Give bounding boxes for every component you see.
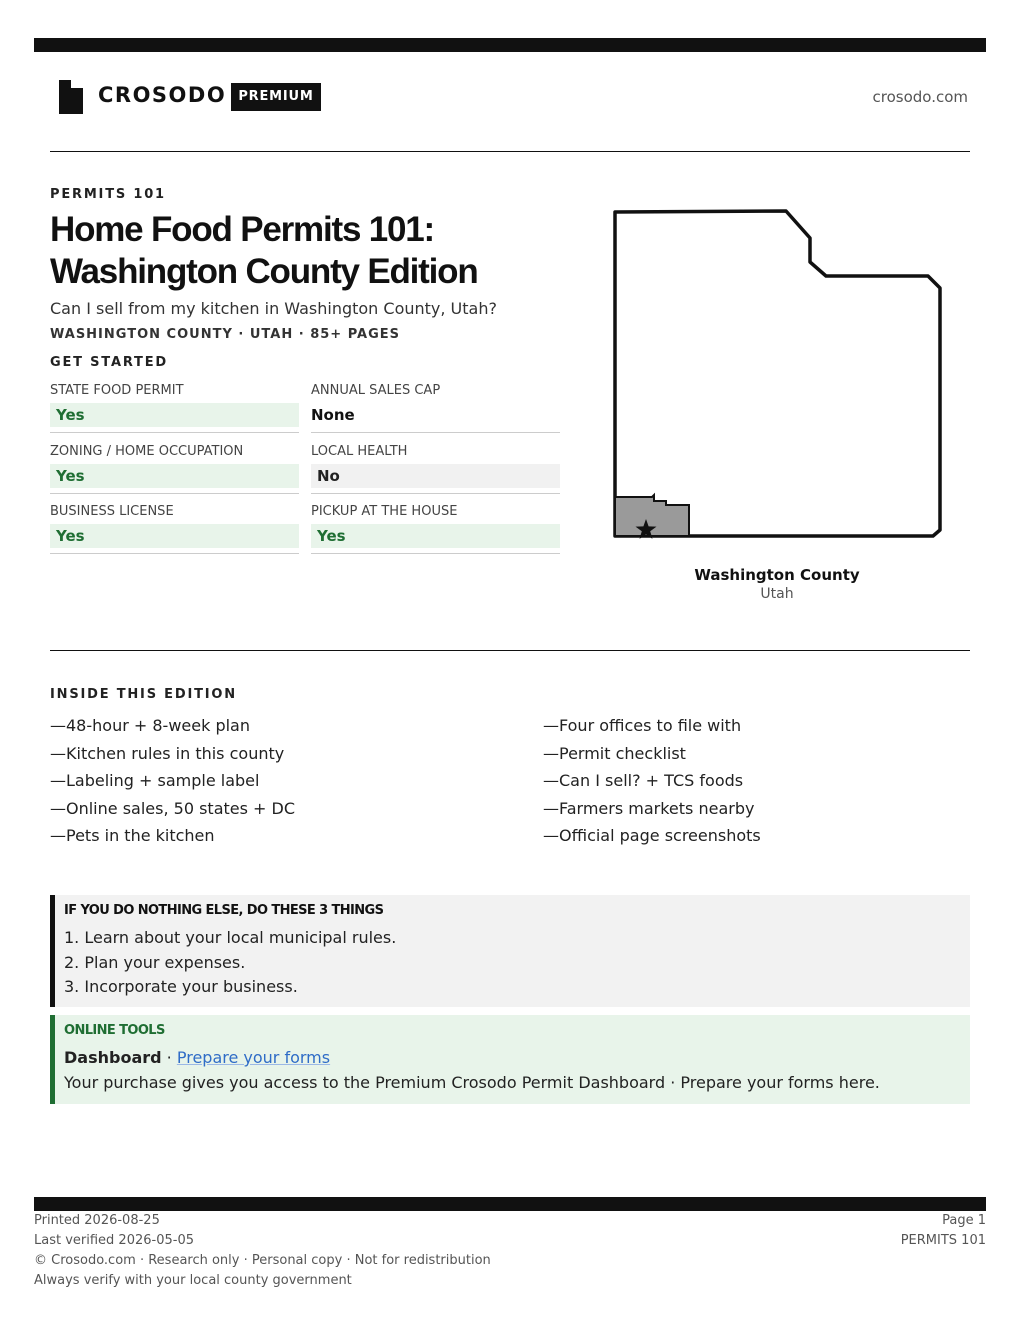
list-item: —48-hour + 8-week plan — [50, 716, 250, 735]
disclaimer: Always verify with your local county government — [34, 1273, 352, 1288]
footer-left — [34, 1211, 491, 1291]
utah-state-map — [610, 206, 946, 542]
premium-badge: PREMIUM — [231, 83, 321, 111]
cell-label: ZONING / HOME OCCUPATION — [50, 444, 244, 459]
section-kicker: PERMITS 101 — [50, 187, 166, 202]
cell-value: Yes — [50, 464, 299, 488]
top-bar — [34, 38, 986, 52]
callout-item: 3. Incorporate your business. — [64, 977, 298, 996]
callout-item: 2. Plan your expenses. — [64, 953, 246, 972]
business-license-cell — [50, 503, 299, 554]
page-number: Page 1 — [942, 1213, 986, 1228]
page-subtitle: Can I sell from my kitchen in Washington County, Utah? — [50, 299, 497, 318]
get-started-heading: GET STARTED — [50, 355, 168, 370]
edition-meta: WASHINGTON COUNTY · UTAH · 85+ PAGES — [50, 327, 401, 342]
list-item: —Labeling + sample label — [50, 771, 260, 791]
site-url[interactable]: crosodo.com — [872, 88, 968, 106]
cell-value: Yes — [50, 403, 299, 427]
local-health-cell — [311, 443, 560, 494]
copyright-notice: © Crosodo.com · Research only · Personal copy · Not for redistribution — [34, 1253, 491, 1268]
list-item: —Online sales, 50 states + DC — [50, 798, 296, 818]
bottom-bar — [34, 1197, 986, 1211]
header-divider — [50, 151, 970, 152]
utah-logo-icon — [57, 80, 85, 114]
dashboard-line — [64, 1048, 330, 1067]
contents-list-left — [50, 716, 450, 854]
map-county-name: Washington County — [694, 566, 860, 584]
cell-label: BUSINESS LICENSE — [50, 504, 174, 519]
callout-item: 1. Learn about your local municipal rules. — [64, 928, 397, 947]
printed-date: Printed 2026-08-25 — [34, 1213, 160, 1228]
list-item: —Kitchen rules in this county — [50, 743, 285, 763]
dashboard-description: Your purchase gives you access to the Premium Crosodo Permit Dashboard · Prepare your forms here. — [64, 1073, 880, 1092]
annual-sales-cap-cell — [311, 382, 560, 433]
callout-heading: IF YOU DO NOTHING ELSE, DO THESE 3 THINGS — [64, 903, 384, 918]
contents-list-right — [543, 716, 943, 854]
list-item: —Farmers markets nearby — [543, 798, 755, 818]
footer-section: PERMITS 101 — [900, 1233, 986, 1248]
cell-value: No — [311, 464, 560, 488]
online-tools-callout — [50, 1015, 970, 1104]
title-line-2: Washington County Edition — [50, 252, 478, 291]
inside-edition-heading: INSIDE THIS EDITION — [50, 687, 237, 702]
cell-value: None — [311, 406, 355, 424]
list-item: —Official page screenshots — [543, 826, 761, 846]
cell-value: Yes — [50, 524, 299, 548]
zoning-cell — [50, 443, 299, 494]
separator: · — [161, 1048, 177, 1067]
cell-label: PICKUP AT THE HOUSE — [311, 504, 458, 519]
cell-label: STATE FOOD PERMIT — [50, 383, 184, 398]
title-line-1: Home Food Permits 101: — [50, 210, 434, 249]
list-item: —Permit checklist — [543, 743, 686, 763]
prepare-forms-link[interactable]: Prepare your forms — [176, 1048, 331, 1067]
dashboard-label: Dashboard — [64, 1048, 162, 1067]
page-title — [50, 209, 590, 293]
list-item: —Pets in the kitchen — [50, 826, 215, 846]
cell-value: Yes — [311, 524, 560, 548]
utah-outline — [615, 211, 940, 536]
cell-label: LOCAL HEALTH — [311, 444, 408, 459]
callout-heading: ONLINE TOOLS — [64, 1023, 165, 1038]
brand-name: CROSODO — [98, 83, 227, 107]
section-divider — [50, 650, 970, 651]
cell-label: ANNUAL SALES CAP — [311, 383, 441, 398]
list-item: —Can I sell? + TCS foods — [543, 771, 744, 791]
map-state-name: Utah — [760, 586, 794, 602]
three-things-callout — [50, 895, 970, 1007]
verified-date: Last verified 2026-05-05 — [34, 1233, 194, 1248]
pickup-at-house-cell — [311, 503, 560, 554]
list-item: —Four offices to file with — [543, 716, 742, 735]
state-food-permit-cell — [50, 382, 299, 433]
footer-right — [901, 1211, 986, 1251]
